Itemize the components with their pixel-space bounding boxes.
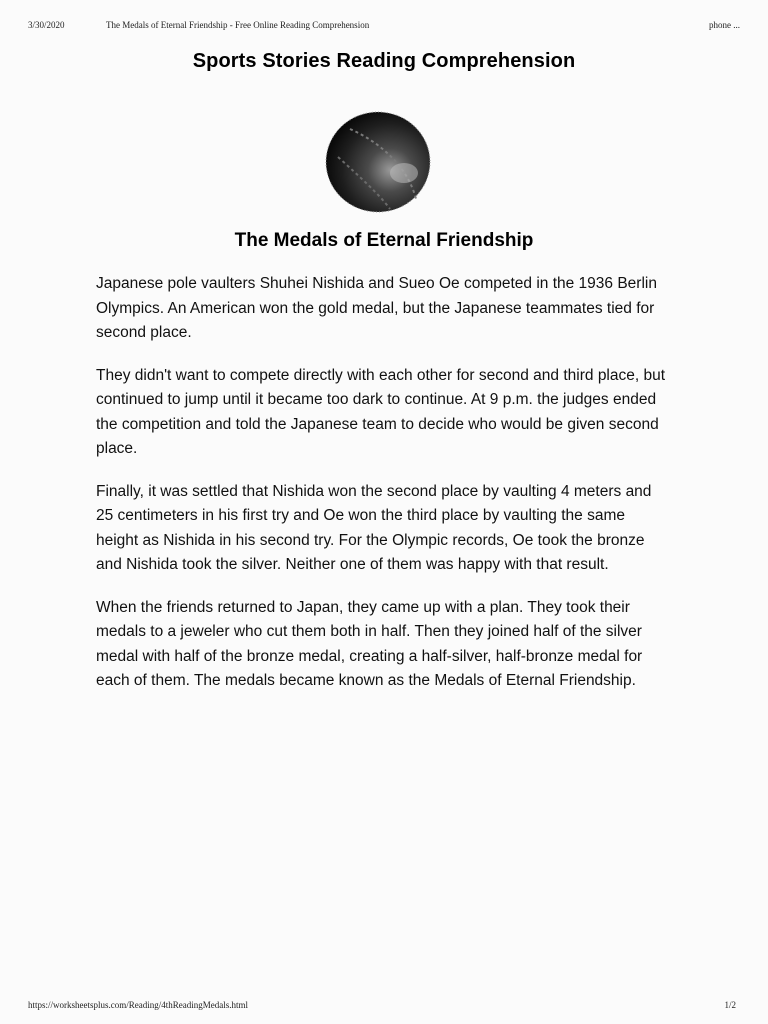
story-paragraph: Japanese pole vaulters Shuhei Nishida and Sueo Oe competed in the 1936 Berlin Olympics. An American won the gold medal, but the Japanese teammates tied for second place. xyxy=(96,275,657,341)
baseball-image xyxy=(320,107,436,215)
print-footer xyxy=(28,1000,740,1014)
story-title: The Medals of Eternal Friendship xyxy=(234,230,534,251)
story-paragraph: When the friends returned to Japan, they came up with a plan. They took their medals to a jeweler who cut them both in half. Then they joined half of the silver medal with half of the bronze medal, creating a half-silver, half-bronze medal for each of them. The medals became known as the Medals of Eternal Friendship. xyxy=(96,598,643,689)
site-heading: Sports Stories Reading Comprehension xyxy=(192,50,576,72)
print-page-title: The Medals of Eternal Friendship - Free Online Reading Comprehension xyxy=(106,20,370,30)
page-number: 1/2 xyxy=(724,1000,736,1010)
print-header-right: phone ... xyxy=(709,20,740,30)
print-date: 3/30/2020 xyxy=(28,20,65,30)
story-body xyxy=(96,272,666,712)
story-paragraph: They didn't want to compete directly with each other for second and third place, but continued to jump until it became too dark to continue. At 9 p.m. the judges ended the competition and told the Japanese team to decide who would be given second place. xyxy=(96,366,666,457)
print-url: https://worksheetsplus.com/Reading/4thReadingMedals.html xyxy=(28,1000,248,1010)
print-header xyxy=(28,20,740,36)
story-paragraph: Finally, it was settled that Nishida won the second place by vaulting 4 meters and 25 centimeters in his first try and Oe won the third place by vaulting the same height as Nishida in his second try. For the Olympic records, Oe took the bronze and Nishida took the silver. Neither one of them was happy with that result. xyxy=(96,482,652,573)
